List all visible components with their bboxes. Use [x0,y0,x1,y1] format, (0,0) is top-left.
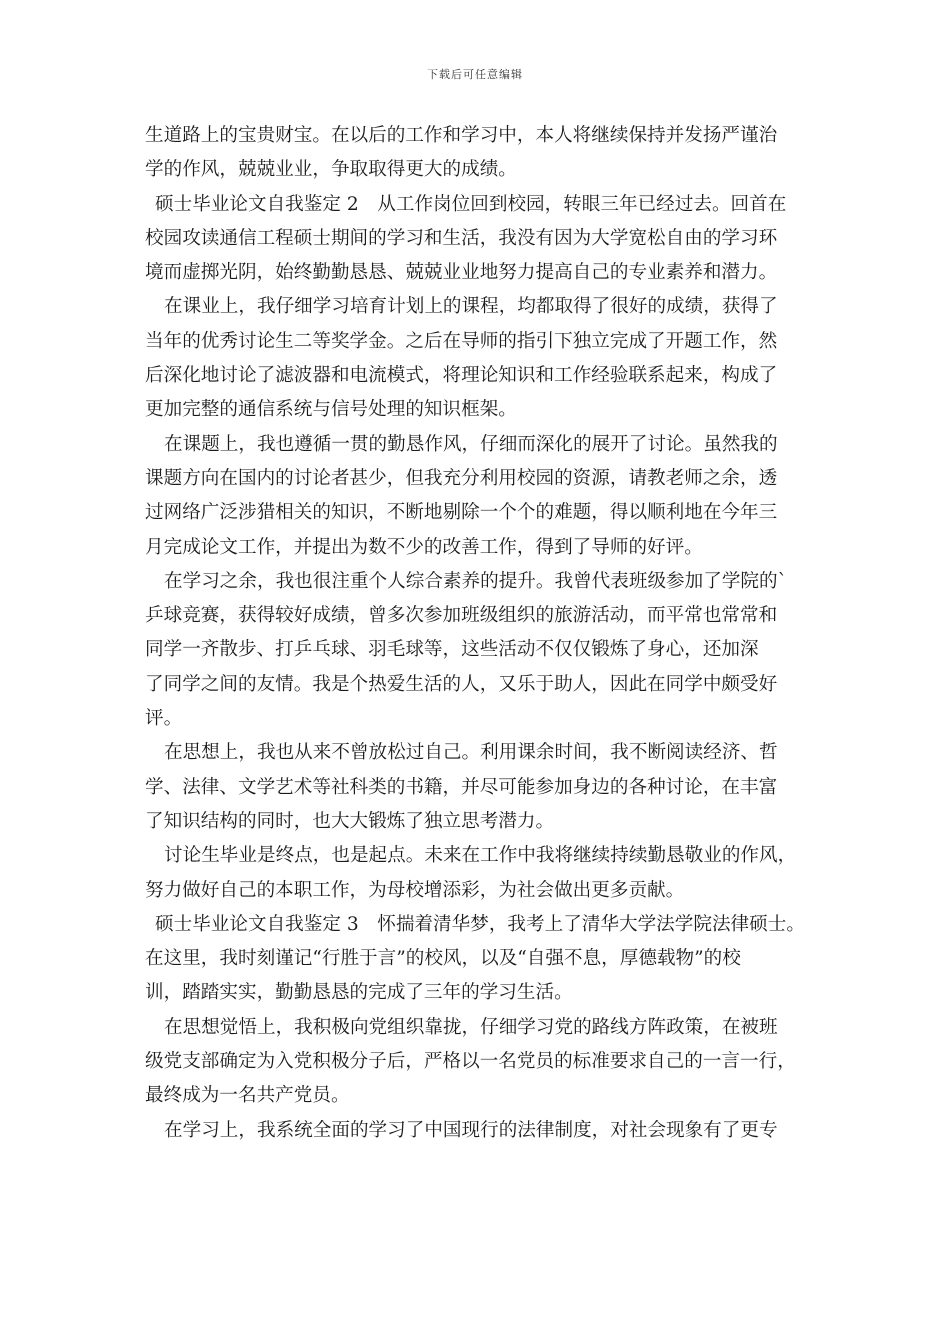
text-line: 训，踏踏实实，勤勤恳恳的完成了三年的学习生活。 [145,982,573,1004]
paragraph-first-line: 讨论生毕业是终点，也是起点。未来在工作中我将继续持续勤恳敬业的作风， [164,845,797,867]
text-line: 努力做好自己的本职工作，为母校增添彩，为社会做出更多贡献。 [145,879,685,901]
text-line: 当年的优秀讨论生二等奖学金。之后在导师的指引下独立完成了开题工作，然 [145,330,778,352]
text-line: 在这里，我时刻谨记“行胜于言”的校风，以及“自强不息，厚德载物”的校 [145,948,741,970]
text-line: 学的作风，兢兢业业，争取取得更大的成绩。 [145,159,517,181]
text-line: 评。 [145,708,183,730]
paragraph-first-line: 在课题上，我也遵循一贯的勤恳作风，仔细而深化的展开了讨论。虽然我的 [164,433,778,455]
text-line: 后深化地讨论了滤波器和电流模式，将理论知识和工作经验联系起来，构成了 [145,365,778,387]
text-line: 过网络广泛涉猎相关的知识，不断地剔除一个个的难题，得以顺利地在今年三 [145,502,778,524]
page-header-note: 下载后可任意编辑 [427,68,523,81]
text-line: 同学一齐散步、打乒乓球、羽毛球等，这些活动不仅仅锻炼了身心，还加深 [145,639,759,661]
document-body [145,119,815,1148]
section-heading-line: 硕士毕业论文自我鉴定 2 从工作岗位回到校园，转眼三年已经过去。回首在 [155,193,787,215]
text-line: 境而虚掷光阴，始终勤勤恳恳、兢兢业业地努力提高自己的专业素养和潜力。 [145,262,778,284]
text-line: 生道路上的宝贵财宝。在以后的工作和学习中，本人将继续保持并发扬严谨治 [145,125,778,146]
text-line: 了同学之间的友情。我是个热爱生活的人，又乐于助人，因此在同学中颇受好 [145,673,778,695]
text-line: 学、法律、文学艺术等社科类的书籍，并尽可能参加身边的各种讨论，在丰富 [145,776,778,798]
paragraph-first-line: 在思想觉悟上，我积极向党组织靠拢，仔细学习党的路线方阵政策，在被班 [164,1016,778,1038]
text-line: 乒球竞赛，获得较好成绩，曾多次参加班级组织的旅游活动，而平常也常常和 [145,605,778,627]
text-line: 最终成为一名共产党员。 [145,1085,350,1107]
paragraph-first-line: 在思想上，我也从来不曾放松过自己。利用课余时间，我不断阅读经济、哲 [164,742,778,764]
paragraph-first-line: 在学习之余，我也很注重个人综合素养的提升。我曾代表班级参加了学院的` [164,570,787,592]
text-line: 课题方向在国内的讨论者甚少，但我充分利用校园的资源，请教老师之余，透 [145,467,778,489]
paragraph-first-line: 在课业上，我仔细学习培育计划上的课程，均都取得了很好的成绩，获得了 [164,296,778,318]
text-line: 了知识结构的同时，也大大锻炼了独立思考潜力。 [145,810,555,832]
section-heading-line: 硕士毕业论文自我鉴定 3 怀揣着清华梦，我考上了清华大学法学院法律硕士。 [155,913,805,935]
text-line: 更加完整的通信系统与信号处理的知识框架。 [145,399,517,421]
text-line: 校园攻读通信工程硕士期间的学习和生活，我没有因为大学宽松自由的学习环 [145,227,778,249]
text-line: 月完成论文工作，并提出为数不少的改善工作，得到了导师的好评。 [145,536,703,558]
paragraph-first-line: 在学习上，我系统全面的学习了中国现行的法律制度，对社会现象有了更专 [164,1119,778,1141]
text-line: 级党支部确定为入党积极分子后，严格以一名党员的标准要求自己的一言一行， [145,1051,796,1073]
